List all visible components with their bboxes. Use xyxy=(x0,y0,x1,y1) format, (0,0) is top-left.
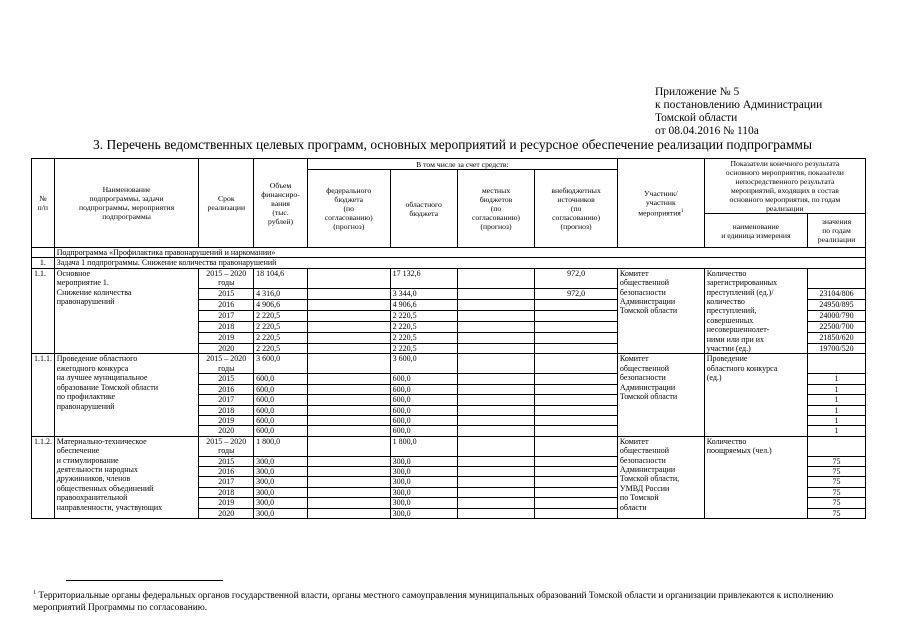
header-regional: областного бюджета xyxy=(390,170,457,248)
extrabudget-cell xyxy=(535,405,618,415)
volume-cell: 300,0 xyxy=(254,487,308,497)
local-cell xyxy=(457,343,535,354)
footnote-ref: 1 xyxy=(680,208,684,214)
indicator-value-cell: 21850/620 xyxy=(808,332,866,343)
term-cell: 2018 xyxy=(199,405,254,415)
regional-cell: 300,0 xyxy=(390,487,457,497)
table-row xyxy=(32,354,866,374)
appendix-line-1: Приложение № 5 xyxy=(655,86,740,98)
volume-cell: 600,0 xyxy=(254,426,308,436)
volume-cell: 300,0 xyxy=(254,456,308,466)
volume-cell: 2 220,5 xyxy=(254,332,308,343)
appendix-block xyxy=(655,86,822,138)
federal-cell xyxy=(307,321,390,332)
header-num: № п/п xyxy=(32,159,55,248)
regional-cell: 3 600,0 xyxy=(390,354,457,374)
federal-cell xyxy=(307,354,390,374)
local-cell xyxy=(457,300,535,311)
local-cell xyxy=(457,321,535,332)
regional-cell: 600,0 xyxy=(390,415,457,425)
indicator-value-cell: 75 xyxy=(808,456,866,466)
term-cell: 2019 xyxy=(199,332,254,343)
federal-cell xyxy=(307,426,390,436)
extrabudget-cell xyxy=(535,374,618,384)
measure-name: Проведение областного ежегодного конкурса на лучшее муниципальное образование Томской области по профилактике правонарушений xyxy=(54,354,199,436)
term-cell: 2018 xyxy=(199,321,254,332)
volume-cell: 3 600,0 xyxy=(254,354,308,374)
extrabudget-cell xyxy=(535,354,618,374)
volume-cell: 1 800,0 xyxy=(254,436,308,456)
regional-cell: 300,0 xyxy=(390,456,457,466)
volume-cell: 300,0 xyxy=(254,498,308,508)
subprogram-num-cell xyxy=(32,248,55,258)
appendix-line-4: от 08.04.2016 № 110а xyxy=(655,125,759,137)
regional-cell: 4 906,6 xyxy=(390,300,457,311)
indicator-name-cell: Количество поощряемых (чел.) xyxy=(704,436,807,518)
term-cell: 2015 xyxy=(199,289,254,300)
volume-cell: 300,0 xyxy=(254,466,308,476)
regional-cell: 2 220,5 xyxy=(390,343,457,354)
federal-cell xyxy=(307,343,390,354)
term-cell: 2018 xyxy=(199,487,254,497)
local-cell xyxy=(457,498,535,508)
header-federal: федерального бюджета (по согласованию) (прогноз) xyxy=(307,170,390,248)
regional-cell: 1 800,0 xyxy=(390,436,457,456)
indicator-value-cell: 1 xyxy=(808,395,866,405)
local-cell xyxy=(457,395,535,405)
extrabudget-cell xyxy=(535,343,618,354)
row-number: 1.1.1. xyxy=(32,354,55,436)
term-cell: 2016 xyxy=(199,300,254,311)
indicator-value-cell: 19700/520 xyxy=(808,343,866,354)
term-cell: 2015 xyxy=(199,456,254,466)
extrabudget-cell xyxy=(535,508,618,518)
indicator-value-cell: 75 xyxy=(808,477,866,487)
indicator-value-cell xyxy=(808,354,866,374)
volume-cell: 600,0 xyxy=(254,405,308,415)
federal-cell xyxy=(307,268,390,289)
footnote-separator xyxy=(66,580,223,581)
local-cell xyxy=(457,268,535,289)
volume-cell: 300,0 xyxy=(254,508,308,518)
volume-cell: 4 316,0 xyxy=(254,289,308,300)
regional-cell: 300,0 xyxy=(390,477,457,487)
measure-name: Основное мероприятие 1. Снижение количества правонарушений xyxy=(54,268,199,354)
extrabudget-cell xyxy=(535,456,618,466)
indicator-value-cell xyxy=(808,436,866,456)
local-cell xyxy=(457,466,535,476)
federal-cell xyxy=(307,477,390,487)
row-number: 1.1.2. xyxy=(32,436,55,518)
regional-cell: 600,0 xyxy=(390,374,457,384)
footnote xyxy=(33,588,873,614)
term-cell: 2017 xyxy=(199,477,254,487)
local-cell xyxy=(457,436,535,456)
extrabudget-cell xyxy=(535,426,618,436)
term-cell: 2015 xyxy=(199,374,254,384)
term-cell: 2015 – 2020 годы xyxy=(199,268,254,289)
federal-cell xyxy=(307,384,390,394)
local-cell xyxy=(457,487,535,497)
local-cell xyxy=(457,332,535,343)
federal-cell xyxy=(307,332,390,343)
regional-cell: 3 344,0 xyxy=(390,289,457,300)
indicator-name-cell: Количество зарегистрированных преступлений (ед.)/ количество преступлений, совершенных несовершеннолет- ними или при их участии (ед.) xyxy=(704,268,807,354)
extrabudget-cell xyxy=(535,300,618,311)
federal-cell xyxy=(307,487,390,497)
regional-cell: 17 132,6 xyxy=(390,268,457,289)
regional-cell: 2 220,5 xyxy=(390,332,457,343)
volume-cell: 600,0 xyxy=(254,384,308,394)
federal-cell xyxy=(307,374,390,384)
regional-cell: 300,0 xyxy=(390,466,457,476)
regional-cell: 300,0 xyxy=(390,508,457,518)
local-cell xyxy=(457,384,535,394)
participant-cell: Комитет общественной безопасности Администрации Томской области, УМВД России по Томской области xyxy=(617,436,704,518)
volume-cell: 4 906,6 xyxy=(254,300,308,311)
federal-cell xyxy=(307,508,390,518)
indicator-value-cell: 23104/806 xyxy=(808,289,866,300)
header-indicator-name: наименование и единица измерения xyxy=(704,214,807,248)
local-cell xyxy=(457,405,535,415)
document-title: 3. Перечень ведомственных целевых программ, основных мероприятий и ресурсное обеспечение реализации подпрограммы xyxy=(92,137,813,152)
regional-cell: 600,0 xyxy=(390,384,457,394)
local-cell xyxy=(457,477,535,487)
indicator-value-cell: 1 xyxy=(808,384,866,394)
regional-cell: 2 220,5 xyxy=(390,311,457,322)
term-cell: 2020 xyxy=(199,343,254,354)
participant-cell: Комитет общественной безопасности Администрации Томской области xyxy=(617,354,704,436)
participant-cell: Комитет общественной безопасности Администрации Томской области xyxy=(617,268,704,354)
regional-cell: 2 220,5 xyxy=(390,321,457,332)
federal-cell xyxy=(307,415,390,425)
indicator-value-cell: 1 xyxy=(808,405,866,415)
header-local: местных бюджетов (по согласованию) (прогноз) xyxy=(457,170,535,248)
extrabudget-cell xyxy=(535,321,618,332)
header-indicator-values: значения по годам реализации xyxy=(808,214,866,248)
local-cell xyxy=(457,415,535,425)
header-name: Наименование подпрограммы, задачи подпрограммы, мероприятия подпрограммы xyxy=(54,159,199,248)
header-volume: Объем финансиро- вания (тыс. рублей) xyxy=(254,159,308,248)
indicator-value-cell: 75 xyxy=(808,466,866,476)
header-term: Срок реализации xyxy=(199,159,254,248)
header-extrabudget: внебюджетных источников (по согласованию) (прогноз) xyxy=(535,170,618,248)
term-cell: 2019 xyxy=(199,415,254,425)
volume-cell: 600,0 xyxy=(254,415,308,425)
header-including: В том числе за счет средств: xyxy=(307,159,617,170)
indicator-value-cell: 24000/790 xyxy=(808,311,866,322)
federal-cell xyxy=(307,456,390,466)
extrabudget-cell: 972,0 xyxy=(535,268,618,289)
extrabudget-cell xyxy=(535,415,618,425)
local-cell xyxy=(457,311,535,322)
local-cell xyxy=(457,354,535,374)
footnote-marker: 1 xyxy=(33,590,36,596)
extrabudget-cell xyxy=(535,487,618,497)
regional-cell: 300,0 xyxy=(390,498,457,508)
measure-name: Материально-техническое обеспечение и стимулирование деятельности народных дружинников, членов общественных объединений правоохранительной направленности, участвующих xyxy=(54,436,199,518)
indicator-value-cell: 75 xyxy=(808,487,866,497)
term-cell: 2020 xyxy=(199,426,254,436)
regional-cell: 600,0 xyxy=(390,426,457,436)
indicator-value-cell: 75 xyxy=(808,498,866,508)
federal-cell xyxy=(307,300,390,311)
federal-cell xyxy=(307,436,390,456)
header-participant: Участник/ участник мероприятия$^1$ xyxy=(617,159,704,248)
federal-cell xyxy=(307,311,390,322)
extrabudget-cell xyxy=(535,436,618,456)
indicator-value-cell: 24950/895 xyxy=(808,300,866,311)
federal-cell xyxy=(307,289,390,300)
footnote-text: Территориальные органы федеральных органов государственной власти, органы местного самоуправления муниципальных образований Томской области и организации привлекаются к исполнению мероприятий Программы по согласованию. xyxy=(33,591,834,613)
resource-table xyxy=(31,158,866,519)
extrabudget-cell xyxy=(535,466,618,476)
term-cell: 2017 xyxy=(199,311,254,322)
term-cell: 2016 xyxy=(199,384,254,394)
extrabudget-cell xyxy=(535,332,618,343)
volume-cell: 600,0 xyxy=(254,374,308,384)
regional-cell: 600,0 xyxy=(390,405,457,415)
local-cell xyxy=(457,426,535,436)
local-cell xyxy=(457,456,535,466)
federal-cell xyxy=(307,498,390,508)
volume-cell: 300,0 xyxy=(254,477,308,487)
subprogram-row: Подпрограмма «Профилактика правонарушений и наркомании» xyxy=(54,248,865,258)
appendix-line-3: Томской области xyxy=(655,112,738,124)
term-cell: 2015 – 2020 годы xyxy=(199,436,254,456)
volume-cell: 600,0 xyxy=(254,395,308,405)
extrabudget-cell xyxy=(535,311,618,322)
federal-cell xyxy=(307,395,390,405)
regional-cell: 600,0 xyxy=(390,395,457,405)
indicator-value-cell: 22500/700 xyxy=(808,321,866,332)
header-indicators: Показатели конечного результата основного мероприятия, показатели непосредственного результата мероприятий, входящих в состав основного мероприятия, по годам реализации xyxy=(704,159,865,214)
extrabudget-cell xyxy=(535,384,618,394)
indicator-value-cell xyxy=(808,268,866,289)
table-row xyxy=(32,436,866,456)
row-number: 1.1. xyxy=(32,268,55,354)
volume-cell: 2 220,5 xyxy=(254,343,308,354)
extrabudget-cell xyxy=(535,498,618,508)
local-cell xyxy=(457,374,535,384)
volume-cell: 2 220,5 xyxy=(254,311,308,322)
volume-cell: 18 104,6 xyxy=(254,268,308,289)
appendix-line-2: к постановлению Администрации xyxy=(655,99,823,111)
indicator-name-cell: Проведение областного конкурса (ед.) xyxy=(704,354,807,436)
extrabudget-cell xyxy=(535,477,618,487)
federal-cell xyxy=(307,466,390,476)
indicator-value-cell: 1 xyxy=(808,415,866,425)
term-cell: 2015 – 2020 годы xyxy=(199,354,254,374)
term-cell: 2019 xyxy=(199,498,254,508)
local-cell xyxy=(457,289,535,300)
indicator-value-cell: 1 xyxy=(808,426,866,436)
local-cell xyxy=(457,508,535,518)
term-cell: 2017 xyxy=(199,395,254,405)
task-num: 1. xyxy=(32,258,55,268)
term-cell: 2016 xyxy=(199,466,254,476)
indicator-value-cell: 1 xyxy=(808,374,866,384)
task-row: Задача 1 подпрограммы. Снижение количества правонарушений xyxy=(54,258,865,268)
federal-cell xyxy=(307,405,390,415)
extrabudget-cell xyxy=(535,395,618,405)
term-cell: 2020 xyxy=(199,508,254,518)
volume-cell: 2 220,5 xyxy=(254,321,308,332)
extrabudget-cell: 972,0 xyxy=(535,289,618,300)
indicator-value-cell: 75 xyxy=(808,508,866,518)
table-row xyxy=(32,268,866,289)
